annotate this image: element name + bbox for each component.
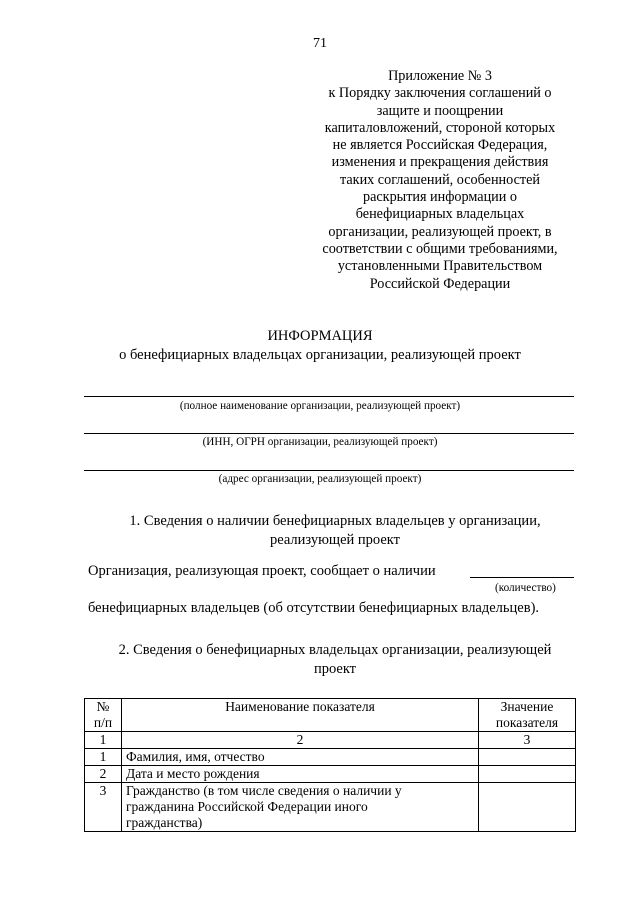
row-value-cell[interactable] <box>479 766 576 783</box>
row-value-cell[interactable] <box>479 783 576 832</box>
table-row <box>85 766 576 783</box>
index-cell: 2 <box>122 732 479 749</box>
section1-paragraph-start: Организация, реализующая проект, сообщает о наличии <box>88 563 436 579</box>
row-value-cell[interactable] <box>479 749 576 766</box>
row-label-line: Дата и место рождения <box>126 766 260 781</box>
quantity-line <box>470 577 574 578</box>
row-label-line: Гражданство (в том числе сведения о наличии у <box>126 783 402 798</box>
row-num-cell: 1 <box>85 749 122 766</box>
header-num-line: № <box>96 699 110 714</box>
header-value-line: Значение <box>500 699 554 714</box>
header-num-line: п/п <box>93 715 113 730</box>
inn-ogrn-line <box>84 433 574 434</box>
header-name-cell: Наименование показателя <box>122 699 479 732</box>
quantity-caption: (количество) <box>495 582 556 594</box>
row-label-cell <box>122 749 479 766</box>
section2-heading-line: 2. Сведения о бенефициарных владельцах организации, реализующей <box>118 642 552 658</box>
full-name-caption: (полное наименование организации, реализующей проект) <box>179 400 461 412</box>
section1-heading-line: 1. Сведения о наличии бенефициарных владельцев у организации, <box>129 513 541 529</box>
section1-heading-line: реализующей проект <box>270 532 400 548</box>
beneficiary-table <box>84 698 576 832</box>
header-value-line: показателя <box>495 715 559 730</box>
appendix-block <box>290 68 590 293</box>
appendix-line: защите и поощрении <box>376 102 504 119</box>
row-label-line: гражданства) <box>126 815 203 830</box>
appendix-line: соответствии с общими требованиями, <box>322 240 558 257</box>
table-header-row <box>85 699 576 732</box>
table-row <box>85 783 576 832</box>
document-title: ИНФОРМАЦИЯ <box>267 328 373 344</box>
section1-paragraph-end: бенефициарных владельцев (об отсутствии бенефициарных владельцев). <box>88 600 540 616</box>
index-cell: 3 <box>479 732 576 749</box>
appendix-line: капиталовложений, стороной которых <box>324 119 556 136</box>
appendix-line: таких соглашений, особенностей <box>340 171 540 188</box>
row-label-cell <box>122 766 479 783</box>
header-num-cell <box>85 699 122 732</box>
appendix-line: Российской Федерации <box>369 275 511 292</box>
appendix-line: Приложение № 3 <box>388 68 492 84</box>
document-subtitle: о бенефициарных владельцах организации, реализующей проект <box>119 347 521 363</box>
row-num-cell: 3 <box>85 783 122 832</box>
header-value-cell <box>479 699 576 732</box>
appendix-line: организации, реализующей проект, в <box>328 223 552 240</box>
address-caption: (адрес организации, реализующей проект) <box>218 473 422 485</box>
section2-heading-line: проект <box>313 661 357 677</box>
section2-heading <box>100 641 570 679</box>
row-num-cell: 2 <box>85 766 122 783</box>
row-label-line: гражданина Российской Федерации иного <box>126 799 368 814</box>
appendix-line: бенефициарных владельцах <box>355 206 525 223</box>
appendix-line: к Порядку заключения соглашений о <box>328 85 552 102</box>
table-index-row <box>85 732 576 749</box>
table-row <box>85 749 576 766</box>
index-cell: 1 <box>85 732 122 749</box>
appendix-line: установленными Правительством <box>337 258 543 275</box>
appendix-line: раскрытия информации о <box>362 189 518 206</box>
appendix-line: не является Российская Федерация, <box>332 137 548 154</box>
inn-ogrn-caption: (ИНН, ОГРН организации, реализующей проект) <box>202 436 438 448</box>
address-line <box>84 470 574 471</box>
row-label-cell <box>122 783 479 832</box>
appendix-line: изменения и прекращения действия <box>331 154 549 171</box>
full-name-line <box>84 396 574 397</box>
page-number: 71 <box>313 36 327 51</box>
row-label-line: Фамилия, имя, отчество <box>126 749 265 764</box>
section1-heading <box>100 512 570 550</box>
